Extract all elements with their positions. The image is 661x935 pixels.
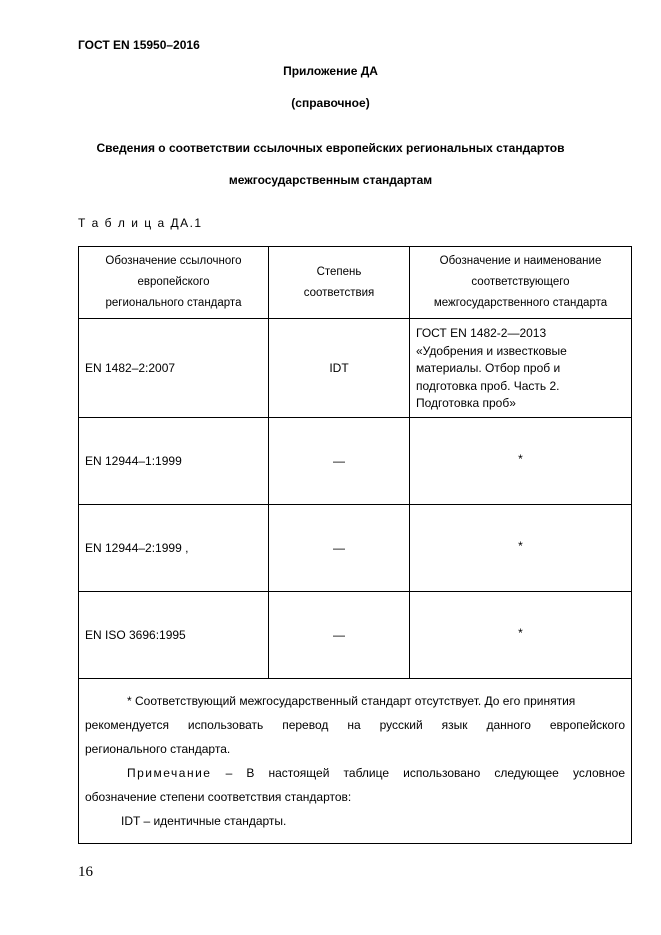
standard-code: ГОСТ EN 15950–2016 — [78, 38, 200, 52]
cell-interstate: * — [410, 505, 632, 592]
cell-ref: EN 12944–1:1999 — [79, 418, 269, 505]
header-ref-standard: Обозначение ссылочного европейского регионального стандарта — [79, 247, 269, 319]
note-text: – В настоящей таблице использовано следующее условное — [211, 766, 625, 780]
table-row — [79, 418, 632, 505]
heading-line-2: межгосударственным стандартам — [228, 173, 433, 187]
table-row — [79, 319, 632, 418]
footnote-line-3: регионального стандарта. — [85, 742, 231, 756]
cell-ref: EN ISO 3696:1995 — [79, 592, 269, 679]
header-interstate-standard: Обозначение и наименование соответствующего межгосударственного стандарта — [410, 247, 632, 319]
table-row — [79, 505, 632, 592]
note-label: Примечание — [127, 766, 212, 780]
cell-degree: — — [269, 505, 410, 592]
cell-degree: — — [269, 592, 410, 679]
cell-interstate: * — [410, 418, 632, 505]
footnote-line-1: * Соответствующий межгосударственный стандарт отсутствует. До его принятия — [127, 694, 576, 708]
cell-interstate: * — [410, 592, 632, 679]
cell-ref: EN 12944–2:1999 , — [79, 505, 269, 592]
note-line-1 — [85, 761, 625, 785]
correspondence-table — [78, 246, 632, 844]
cell-degree: IDT — [269, 319, 410, 418]
cell-ref: EN 1482–2:2007 — [79, 319, 269, 418]
table-header-row — [79, 247, 632, 319]
note-line-2: обозначение степени соответствия стандартов: — [85, 790, 352, 804]
cell-degree: — — [269, 418, 410, 505]
table-caption: Т а б л и ц а ДА.1 — [78, 216, 203, 230]
annex-title: Приложение ДА — [283, 64, 378, 78]
table-footnote — [79, 679, 632, 844]
table-row — [79, 592, 632, 679]
heading-line-1: Сведения о соответствии ссылочных европейских региональных стандартов — [96, 141, 565, 155]
table-footnote-row — [79, 679, 632, 844]
annex-type: (справочное) — [291, 96, 370, 110]
idt-definition: IDT – идентичные стандарты. — [121, 814, 287, 828]
cell-interstate: ГОСТ EN 1482-2—2013 «Удобрения и известковые материалы. Отбор проб и подготовка проб. Часть 2. Подготовка проб» — [410, 319, 632, 418]
page-number: 16 — [78, 864, 93, 880]
header-degree: Степень соответствия — [269, 247, 410, 319]
footnote-line-2: рекомендуется использовать перевод на русский язык данного европейского — [85, 718, 625, 732]
